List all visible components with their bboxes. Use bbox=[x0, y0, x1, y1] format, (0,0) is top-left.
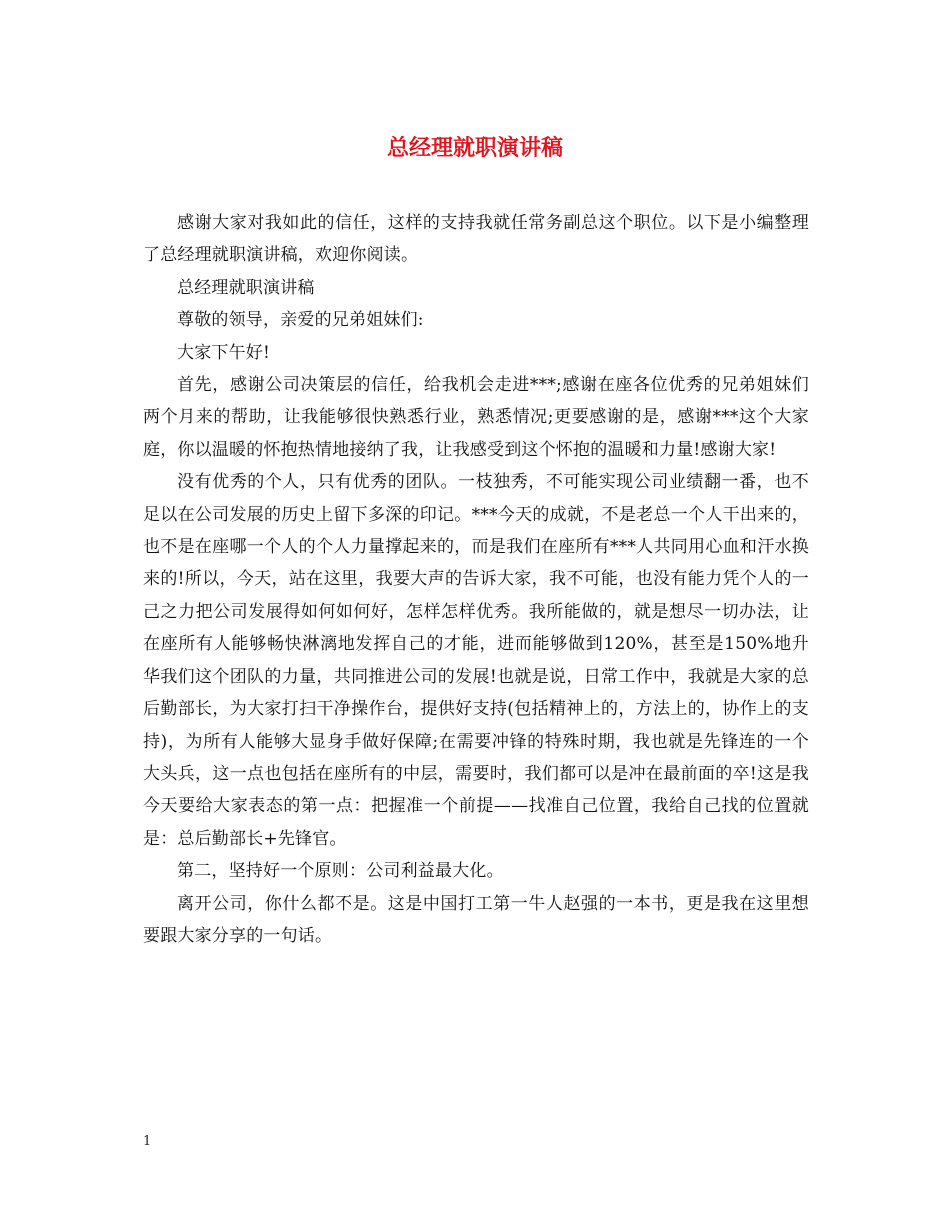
paragraph-closing: 离开公司，你什么都不是。这是中国打工第一牛人赵强的一本书，更是我在这里想要跟大家分享的一句话。 bbox=[143, 893, 809, 946]
paragraph-subtitle: 总经理就职演讲稿 bbox=[177, 277, 315, 298]
paragraph-thanks: 首先，感谢公司决策层的信任，给我机会走进***;感谢在座各位优秀的兄弟姐妹们两个月来的帮助，让我能够很快熟悉行业，熟悉情况;更要感谢的是，感谢***这个大家庭，你以温暖的怀抱热情地接纳了我，让我感受到这个怀抱的温暖和力量!感谢大家! bbox=[143, 375, 809, 460]
document-title: 总经理就职演讲稿 bbox=[386, 135, 563, 161]
paragraph-principle: 第二，坚持好一个原则：公司利益最大化。 bbox=[177, 861, 504, 882]
paragraph-greeting: 大家下午好! bbox=[177, 342, 271, 363]
page-number: 1 bbox=[143, 1134, 152, 1149]
paragraph-team: 没有优秀的个人，只有优秀的团队。一枝独秀，不可能实现公司业绩翻一番，也不足以在公司发展的历史上留下多深的印记。***今天的成就，不是老总一个人干出来的，也不是在座哪一个人的个人力量撑起来的，而是我们在座所有***人共同用心血和汗水换来的!所以，今天，站在这里，我要大声的告诉大家，我不可能，也没有能力凭个人的一己之力把公司发展得如何如何好，怎样怎样优秀。我所能做的，就是想尽一切办法，让在座所有人能够畅快淋漓地发挥自己的才能，进而能够做到120%，甚至是150%地升华我们这个团队的力量，共同推进公司的发展!也就是说，日常工作中，我就是大家的总后勤部长，为大家打扫干净操作台，提供好支持(包括精神上的，方法上的，协作上的支持)，为所有人能够大显身手做好保障;在需要冲锋的特殊时期，我也就是先锋连的一个大头兵，这一点也包括在座所有的中层，需要时，我们都可以是冲在最前面的卒!这是我今天要给大家表态的第一点：把握准一个前提——找准自己位置，我给自己找的位置就是：总后勤部长+先锋官。 bbox=[143, 472, 809, 849]
document-body bbox=[143, 207, 809, 952]
paragraph-salutation: 尊敬的领导，亲爱的兄弟姐妹们: bbox=[177, 310, 424, 331]
paragraph-intro: 感谢大家对我如此的信任，这样的支持我就任常务副总这个职位。以下是小编整理了总经理就职演讲稿，欢迎你阅读。 bbox=[143, 213, 809, 266]
